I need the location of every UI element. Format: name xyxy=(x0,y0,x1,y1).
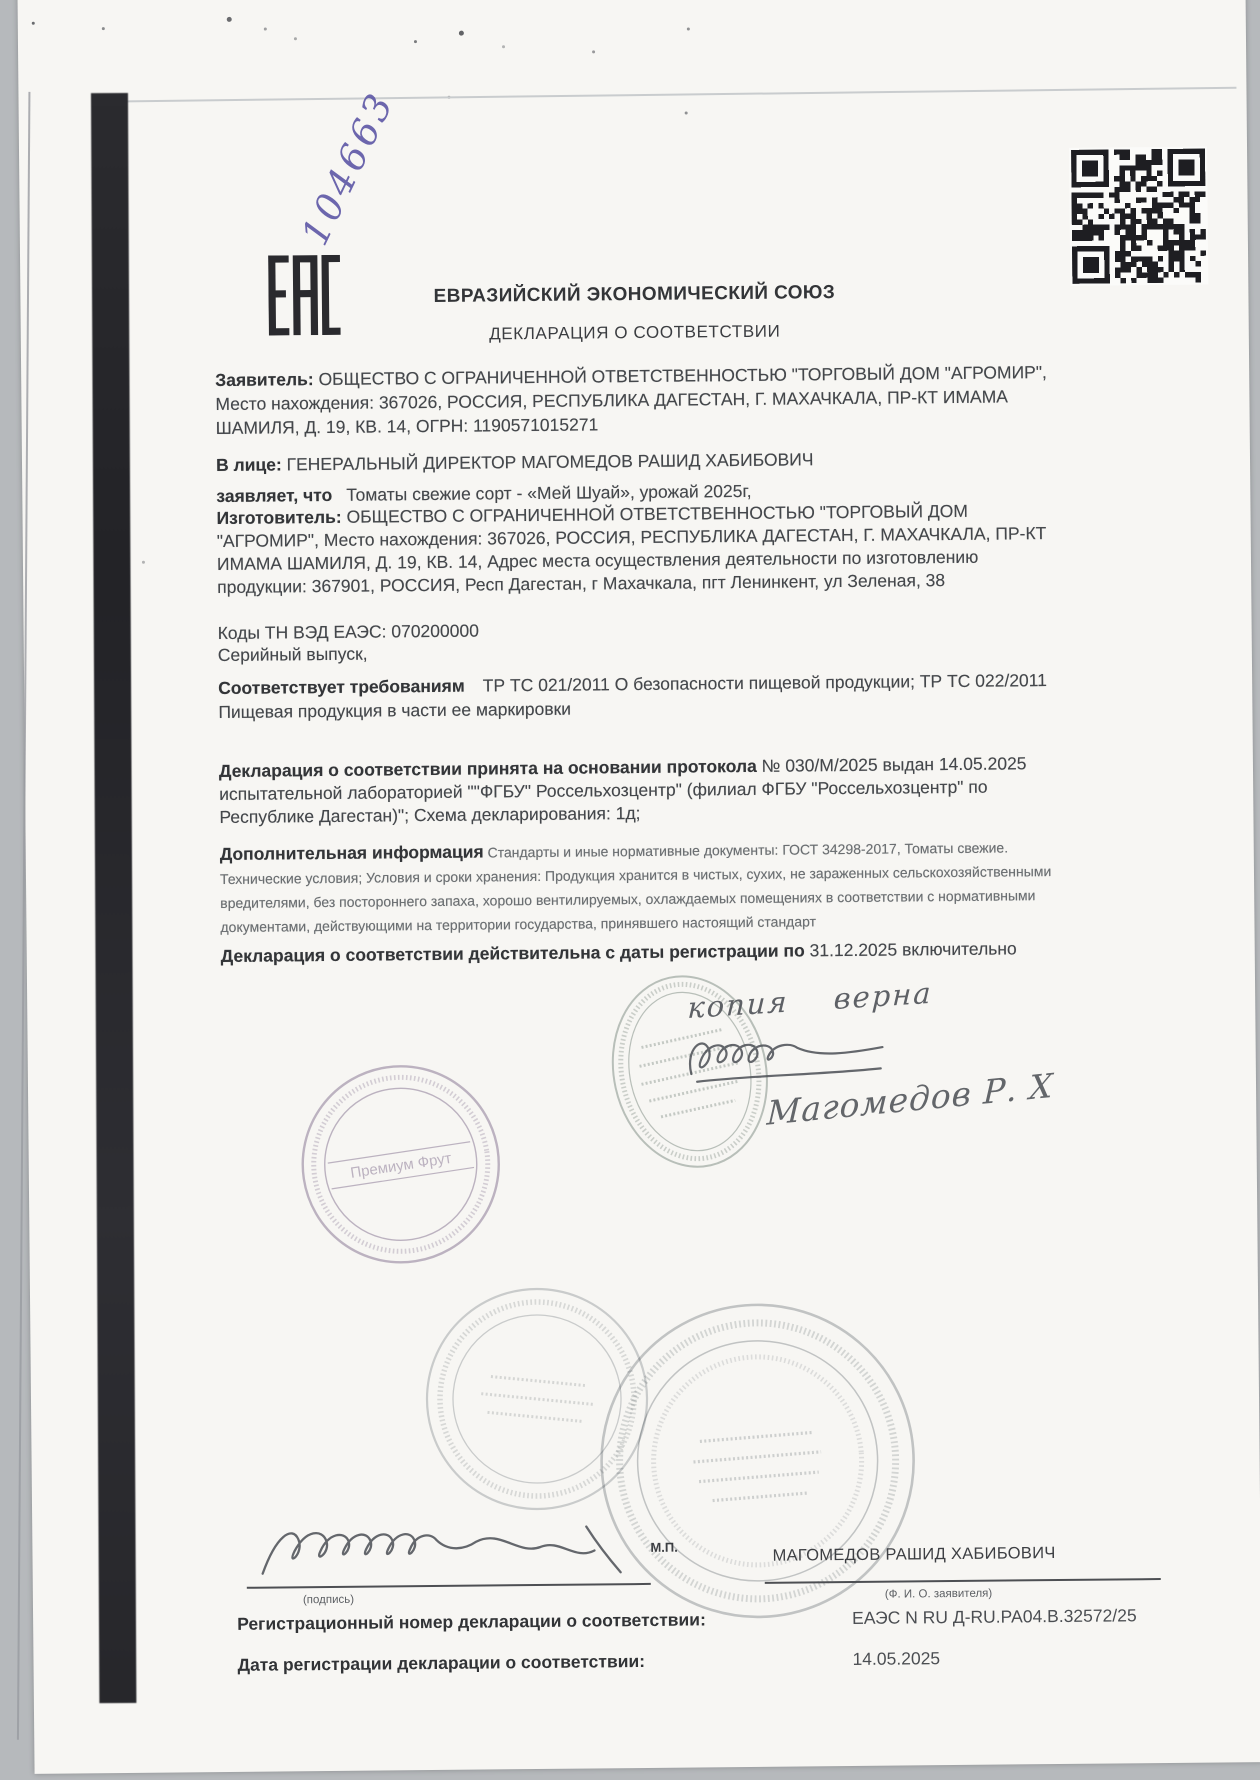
handwritten-scribble xyxy=(679,1030,900,1090)
compliance-text: ТР ТС 021/2011 О безопасности пищевой продукции; ТР ТС 022/2011 Пищевая продукция в части ее маркировки xyxy=(218,670,1047,723)
premium-frut-stamp xyxy=(298,1061,504,1267)
applicant-signature-scribble xyxy=(256,1518,657,1586)
additional-info-text: Стандарты и иные нормативные документы: ГОСТ 34298-2017, Томаты свежие. Технические условия; Условия и сроки хранения: Продукция хранится в чистых, сухих, не зараженных сельскохозяйственными вредителями, без постороннего запаха, хорошо вентилируемых, охлаждаемых помещениях в соответствии с нормативными документами, действующими на территории государства, принявшего настоящий стандарт xyxy=(219,839,1052,936)
compliance-paragraph xyxy=(218,668,1066,724)
basis-label: Декларация о соответствии принята на основании протокола xyxy=(218,755,757,782)
handwritten-number: 104663 xyxy=(293,84,403,252)
name-line xyxy=(765,1578,1161,1584)
name-caption: (Ф. И. О. заявителя) xyxy=(884,1587,993,1601)
applicant-label: Заявитель: xyxy=(215,369,314,391)
reg-number-label: Регистрационный номер декларации о соответствии: xyxy=(237,1609,706,1634)
handwritten-signer-script: Магомедов Р. Х xyxy=(766,1065,1055,1133)
reg-date-label: Дата регистрации декларации о соответствии: xyxy=(237,1650,646,1675)
applicant-text: ОБЩЕСТВО С ОГРАНИЧЕННОЙ ОТВЕТСТВЕННОСТЬЮ "ТОРГОВЫЙ ДОМ "АГРОМИР", Место нахождения: 367026, РОССИЯ, РЕСПУБЛИКА ДАГЕСТАН, Г. МАХАЧКАЛА, ПР-КТ ИМАМА ШАМИЛЯ, Д. 19, КВ. 14, ОГРН: 1190571015271 xyxy=(215,362,1047,439)
scanned-page xyxy=(17,0,1260,1774)
page-edge-line-left xyxy=(17,92,31,1740)
validity-paragraph xyxy=(221,936,1069,968)
signer-full-name: МАГОМЕДОВ РАШИД ХАБИБОВИЧ xyxy=(772,1544,1056,1565)
mp-seal-label: М.П. xyxy=(650,1539,678,1555)
representative-paragraph xyxy=(216,445,1064,477)
signature-caption: (подпись) xyxy=(302,1593,355,1607)
manufacturer-paragraph xyxy=(216,499,1065,599)
round-stamp-bottom-left xyxy=(422,1284,652,1514)
compliance-label: Соответствует требованиям xyxy=(218,675,465,699)
additional-info-label: Дополнительная информация xyxy=(219,841,484,865)
page-edge-line-top xyxy=(121,87,1237,103)
declares-text: Томаты свежие сорт - «Мей Шуай», урожай 2025г, xyxy=(346,480,752,505)
handwritten-copy-note: копия верна xyxy=(686,975,934,1026)
validity-text: 31.12.2025 включительно xyxy=(804,938,1017,961)
manufacturer-text: ОБЩЕСТВО С ОГРАНИЧЕННОЙ ОТВЕТСТВЕННОСТЬЮ "ТОРГОВЫЙ ДОМ "АГРОМИР", Место нахождения: 367026, РОССИЯ, РЕСПУБЛИКА ДАГЕСТАН, Г. МАХАЧКАЛА, ПР-КТ ИМАМА ШАМИЛЯ, Д. 19, КВ. 14, Адрес места осуществления деятельности по изготовлению продукции: 367901, РОССИЯ, Респ Дагестан, г Махачкала, пгт Ленинкент, ул Зеленая, 38 xyxy=(216,500,1047,598)
premium-frut-stamp-label: Премиум Фрут xyxy=(349,1149,453,1182)
manufacturer-label: Изготовитель: xyxy=(216,506,342,529)
additional-info-paragraph xyxy=(220,834,1069,938)
serial-line: Серийный выпуск, xyxy=(217,643,368,666)
basis-paragraph xyxy=(219,752,1068,829)
reg-date-value: 14.05.2025 xyxy=(852,1648,941,1669)
validity-label: Декларация о соответствии действительна с даты регистрации по xyxy=(220,940,805,967)
document-title: ДЕКЛАРАЦИЯ О СООТВЕТСТВИИ xyxy=(489,321,781,344)
qr-code xyxy=(1069,147,1208,286)
document-header xyxy=(214,280,1055,347)
representative-text: ГЕНЕРАЛЬНЫЙ ДИРЕКТОР МАГОМЕДОВ РАШИД ХАБИБОВИЧ xyxy=(281,449,814,475)
union-title: ЕВРАЗИЙСКИЙ ЭКОНОМИЧЕСКИЙ СОЮЗ xyxy=(433,282,836,307)
tnved-line: Коды ТН ВЭД ЕАЭС: 070200000 xyxy=(217,620,479,644)
scan-artifact-black-bar xyxy=(91,93,136,1703)
applicant-paragraph xyxy=(215,360,1064,440)
reg-number-value: ЕАЭС N RU Д-RU.РА04.В.32572/25 xyxy=(852,1605,1137,1628)
scan-speckles xyxy=(32,22,35,25)
declares-label: заявляет, что xyxy=(216,484,333,507)
representative-label: В лице: xyxy=(215,454,282,476)
basis-text: № 030/М/2025 выдан 14.05.2025 испытательной лабораторией ""ФГБУ" Россельхозцентр" (филиал ФГБУ "Россельхозцентр" по Республике Дагестан)"; Схема декларирования: 1д; xyxy=(219,753,1027,828)
